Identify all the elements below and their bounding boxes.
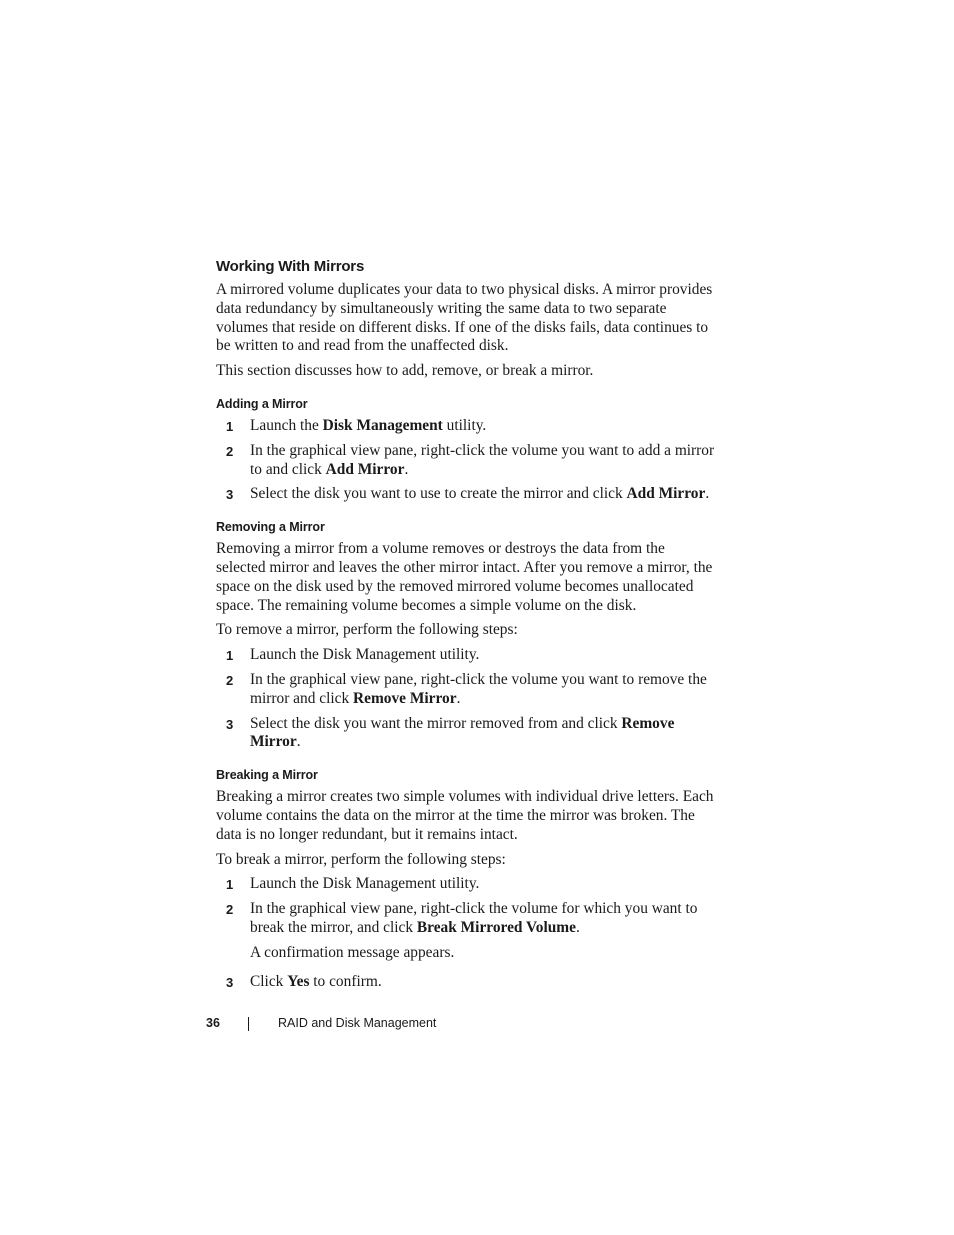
breaking-lead: To break a mirror, perform the following steps: — [216, 850, 506, 868]
adding-title: Adding a Mirror — [216, 396, 308, 411]
breaking-step-1: 1 Launch the Disk Management utility. — [226, 875, 480, 893]
adding-step-1: 1 Launch the Disk Management utility. — [226, 416, 487, 434]
page-content — [216, 258, 716, 997]
removing-step-1: 1 Launch the Disk Management utility. — [226, 646, 480, 664]
footer-divider — [248, 1017, 249, 1031]
adding-step-2: 2 In the graphical view pane, right-click the volume you want to add a mirror to and click Add Mirror. — [226, 441, 715, 478]
footer-title: RAID and Disk Management — [278, 1016, 437, 1030]
removing-lead: To remove a mirror, perform the following steps: — [216, 621, 518, 639]
breaking-note: A confirmation message appears. — [250, 943, 455, 961]
section-title: Working With Mirrors — [216, 258, 365, 275]
breaking-title: Breaking a Mirror — [216, 768, 318, 783]
section-intro: A mirrored volume duplicates your data to two physical disks. A mirror provides data redundancy by simultaneously writing the same data to two separate volumes that reside on different disks. If one of the disks fails, data continues to be written to and read from the unaffected disk. — [216, 281, 713, 355]
removing-intro: Removing a mirror from a volume removes or destroys the data from the selected mirror and leaves the other mirror intact. After you remove a mirror, the space on the disk used by the removed mirrored volume becomes unallocated space. The remaining volume becomes a simple volume on the disk. — [216, 540, 713, 614]
page-number: 36 — [206, 1016, 220, 1030]
breaking-step-3: 3 Click Yes to confirm. — [226, 972, 382, 990]
breaking-step-2: 2 In the graphical view pane, right-click the volume for which you want to break the mirror, and click Break Mirrored Volume. — [226, 900, 698, 936]
removing-step-3: 3 Select the disk you want the mirror removed from and click Remove Mirror. — [226, 714, 675, 751]
removing-step-2: 2 In the graphical view pane, right-click the volume you want to remove the mirror and click Remove Mirror. — [226, 670, 707, 707]
adding-step-3: 3 Select the disk you want to use to create the mirror and click Add Mirror. — [226, 485, 710, 503]
removing-title: Removing a Mirror — [216, 520, 325, 535]
breaking-intro: Breaking a mirror creates two simple volumes with individual drive letters. Each volume contains the data on the mirror at the time the mirror was broken. The data is no longer redundant, but it remains intact. — [216, 788, 714, 843]
section-scope: This section discusses how to add, remove, or break a mirror. — [216, 362, 594, 380]
